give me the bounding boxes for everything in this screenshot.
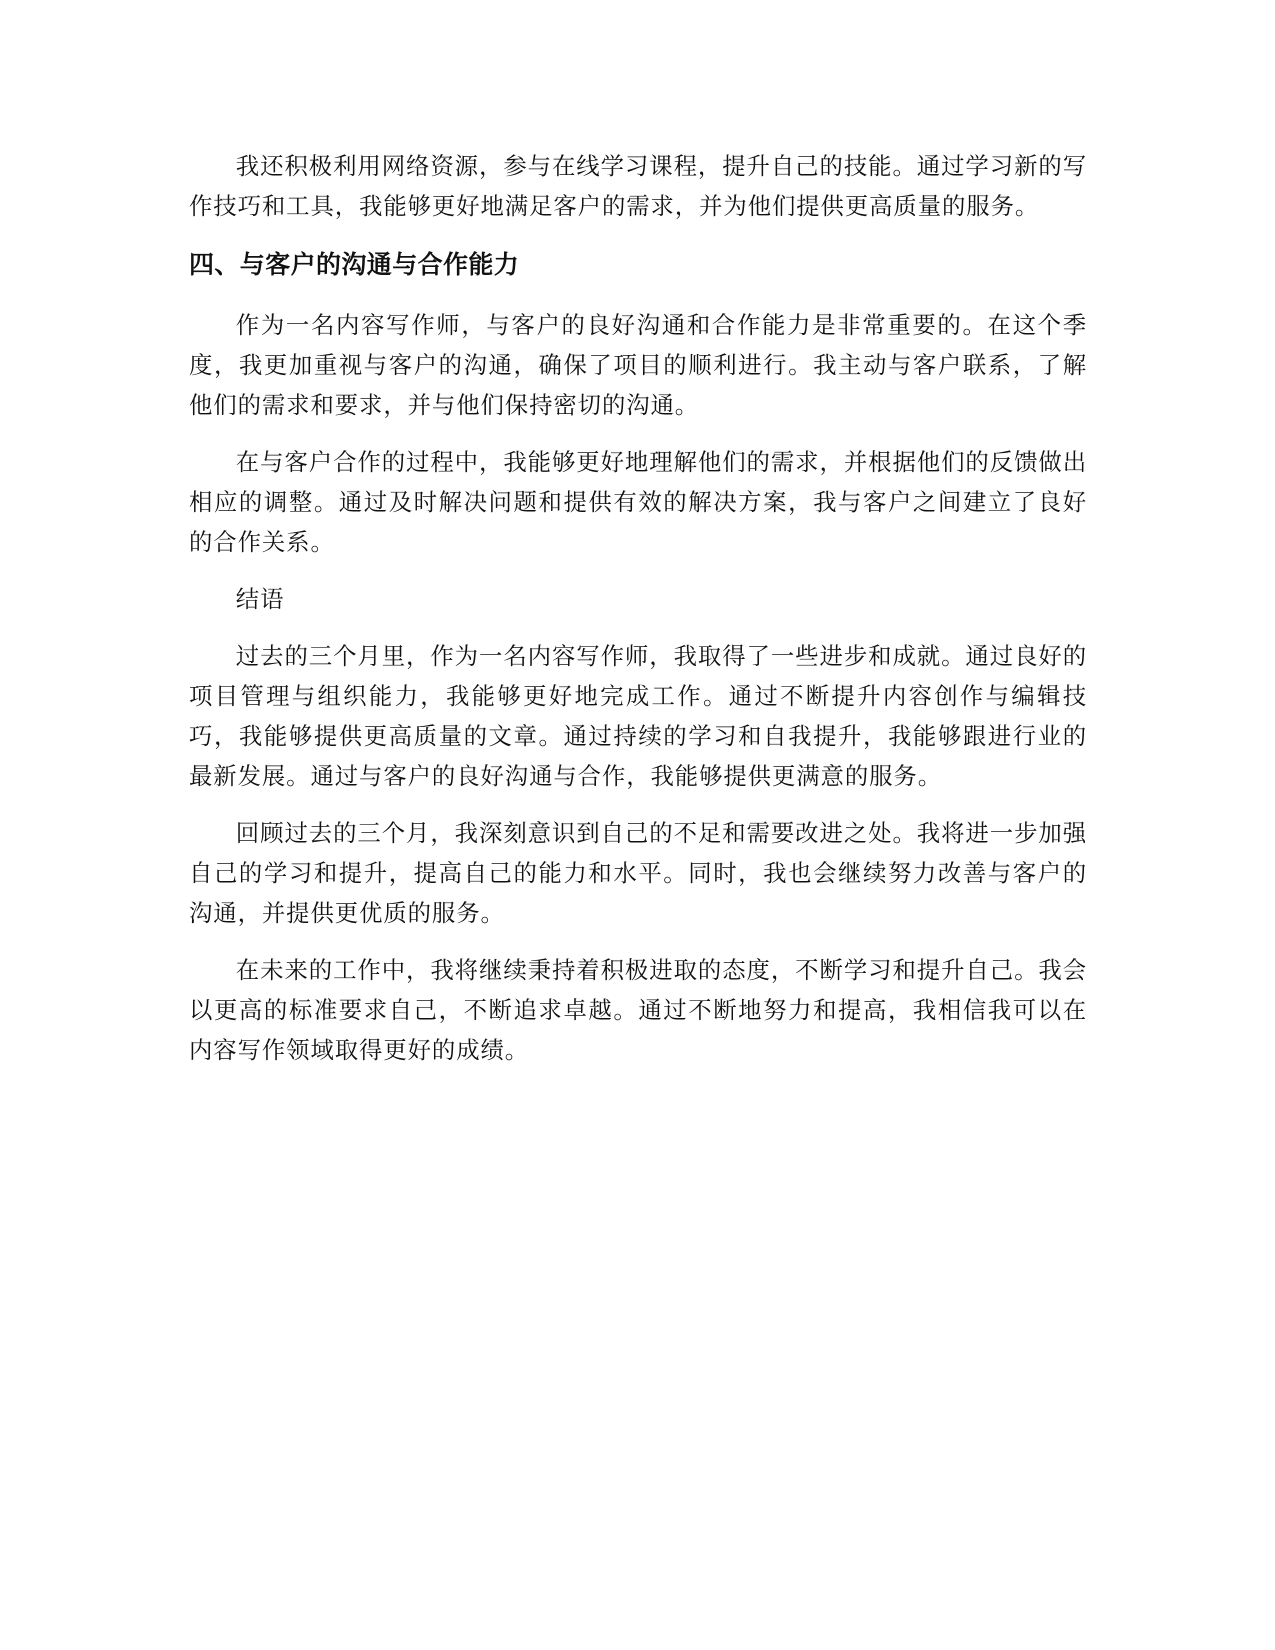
section-heading: 四、与客户的沟通与合作能力 [189,250,520,279]
document-body [189,146,1087,1087]
section-paragraph-1: 作为一名内容写作师，与客户的良好沟通和合作能力是非常重要的。在这个季度，我更加重视与客户的沟通，确保了项目的顺利进行。我主动与客户联系，了解他们的需求和要求，并与他们保持密切的沟通。 [189,311,1087,419]
conclusion-paragraph-3: 在未来的工作中，我将继续秉持着积极进取的态度，不断学习和提升自己。我会以更高的标准要求自己，不断追求卓越。通过不断地努力和提高，我相信我可以在内容写作领域取得更好的成绩。 [189,956,1087,1064]
conclusion-label: 结语 [235,585,285,613]
intro-paragraph: 我还积极利用网络资源，参与在线学习课程，提升自己的技能。通过学习新的写作技巧和工具，我能够更好地满足客户的需求，并为他们提供更高质量的服务。 [189,152,1087,220]
section-paragraph-2: 在与客户合作的过程中，我能够更好地理解他们的需求，并根据他们的反馈做出相应的调整。通过及时解决问题和提供有效的解决方案，我与客户之间建立了良好的合作关系。 [189,448,1087,556]
conclusion-paragraph-1: 过去的三个月里，作为一名内容写作师，我取得了一些进步和成就。通过良好的项目管理与组织能力，我能够更好地完成工作。通过不断提升内容创作与编辑技巧，我能够提供更高质量的文章。通过持续的学习和自我提升，我能够跟进行业的最新发展。通过与客户的良好沟通与合作，我能够提供更满意的服务。 [189,642,1087,790]
conclusion-paragraph-2: 回顾过去的三个月，我深刻意识到自己的不足和需要改进之处。我将进一步加强自己的学习和提升，提高自己的能力和水平。同时，我也会继续努力改善与客户的沟通，并提供更优质的服务。 [189,819,1087,927]
